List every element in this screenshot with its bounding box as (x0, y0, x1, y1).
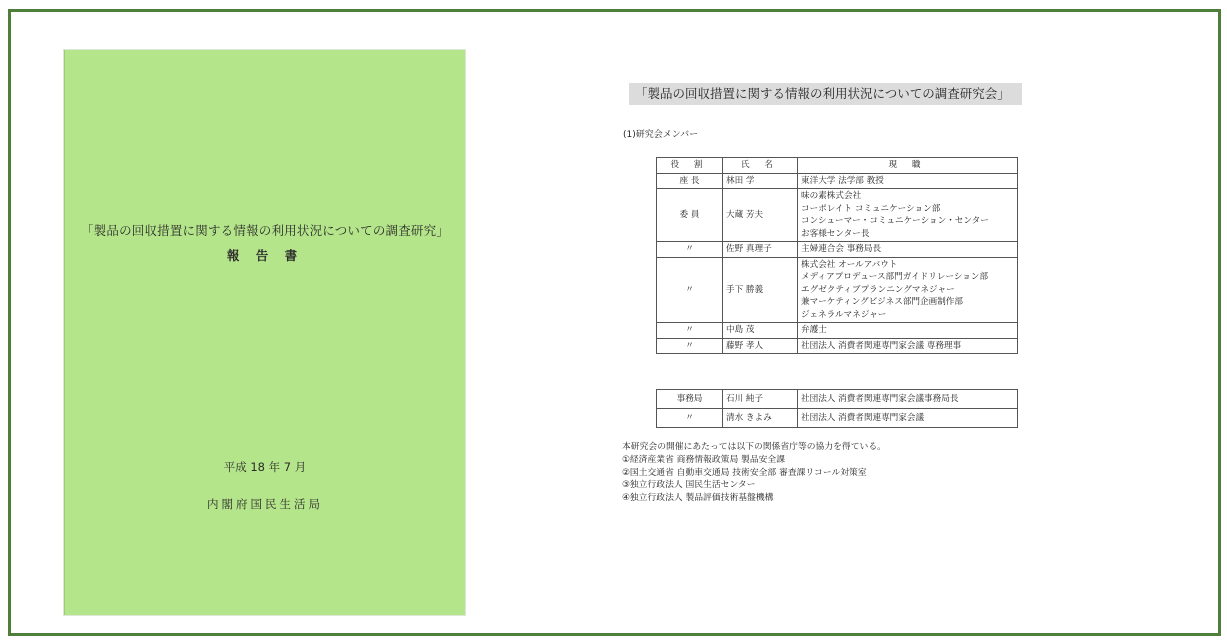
cell-position: 東洋大学 法学部 教授 (798, 173, 1018, 189)
cooperation-notes (622, 441, 886, 505)
cell-position: 社団法人 消費者関連専門家会議事務局長 (798, 390, 1018, 409)
table-row (657, 173, 1018, 189)
cover-publisher: 内閣府国民生活局 (207, 497, 323, 511)
table-row (657, 323, 1018, 339)
header-name: 氏 名 (723, 158, 798, 174)
cover-subtitle: 報 告 書 (226, 248, 304, 263)
table-header-row (657, 158, 1018, 174)
cell-role: 座 長 (657, 173, 723, 189)
cell-position: 主婦連合会 事務局長 (798, 242, 1018, 258)
cell-role: 〃 (657, 242, 723, 258)
cell-role: 事務局 (657, 390, 723, 409)
cell-position: 社団法人 消費者関連専門家会議 専務理事 (798, 338, 1018, 354)
cell-name: 石川 純子 (723, 390, 798, 409)
cell-name: 林田 学 (723, 173, 798, 189)
table-row (657, 338, 1018, 354)
document-frame (8, 9, 1221, 636)
notes-item: ①経済産業省 商務情報政策局 製品安全課 (622, 454, 786, 465)
cell-name: 佐野 真理子 (723, 242, 798, 258)
cell-name: 藤野 孝人 (723, 338, 798, 354)
table-row (657, 409, 1018, 428)
cell-role: 委 員 (657, 189, 723, 242)
cover-title: 「製品の回収措置に関する情報の利用状況についての調査研究」 (80, 223, 450, 238)
cell-position: 株式会社 オールアバウト メディアプロデュース部門ガイドリレーション部 エグゼクティブプランニングマネジャー 兼マーケティングビジネス部門企画制作部 ジェネラルマネジャー (798, 257, 1018, 323)
notes-item: ②国土交通省 自動車交通局 技術安全部 審査課リコール対策室 (622, 467, 867, 478)
header-role: 役 割 (657, 158, 723, 174)
cell-name: 大蔵 芳夫 (723, 189, 798, 242)
cell-role: 〃 (657, 338, 723, 354)
cell-role: 〃 (657, 323, 723, 339)
page-title: 「製品の回収措置に関する情報の利用状況についての調査研究会」 (629, 83, 1022, 105)
table-row (657, 189, 1018, 242)
cell-position: 味の素株式会社 コーポレイト コミュニケーション部 コンシューマー・コミュニケーション・センター お客様センター長 (798, 189, 1018, 242)
header-position: 現 職 (798, 158, 1018, 174)
members-table (656, 157, 1018, 354)
cell-name: 中島 茂 (723, 323, 798, 339)
notes-item: ④独立行政法人 製品評価技術基盤機構 (622, 493, 774, 504)
table-row (657, 390, 1018, 409)
table-row (657, 257, 1018, 323)
cell-position: 弁護士 (798, 323, 1018, 339)
cell-name: 手下 勝義 (723, 257, 798, 323)
report-cover (64, 50, 465, 615)
cell-role: 〃 (657, 257, 723, 323)
secretariat-table (656, 389, 1018, 428)
cell-role: 〃 (657, 409, 723, 428)
cover-date: 平成 18 年 7 月 (223, 460, 307, 474)
cell-position: 社団法人 消費者関連専門家会議 (798, 409, 1018, 428)
section-label: (1)研究会メンバー (623, 130, 699, 140)
notes-item: ③独立行政法人 国民生活センター (622, 480, 756, 491)
cell-name: 清水 きよみ (723, 409, 798, 428)
notes-intro: 本研究会の開催にあたっては以下の関係省庁等の協力を得ている。 (622, 442, 886, 452)
table-row (657, 242, 1018, 258)
member-list-page (586, 50, 1182, 615)
